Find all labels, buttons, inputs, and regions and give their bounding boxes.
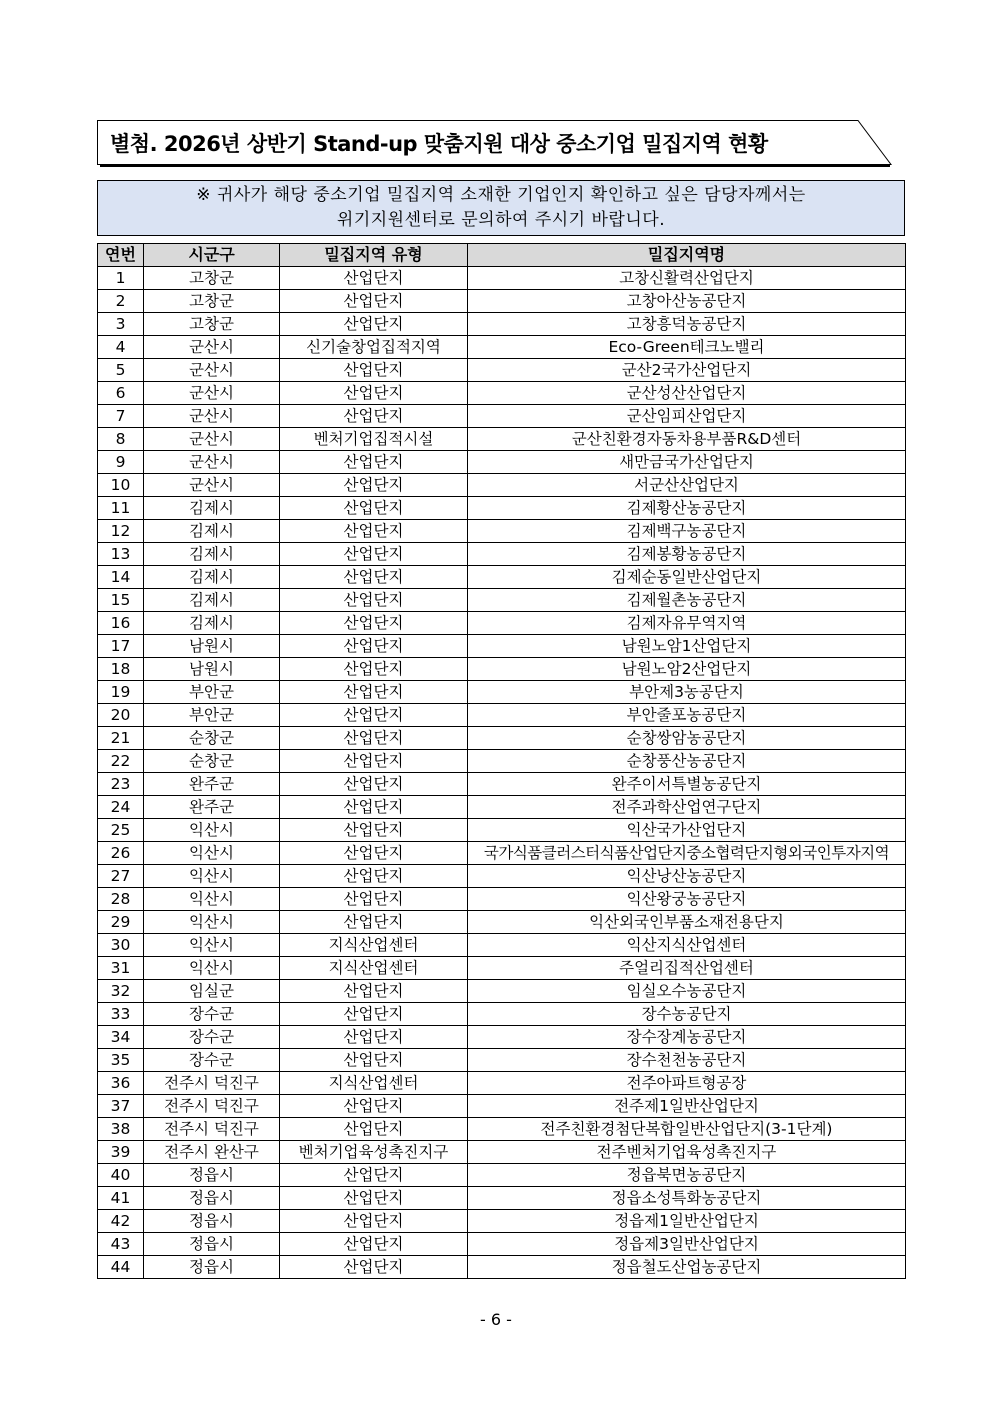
cell-serial: 18	[98, 658, 144, 681]
cell-district: 익산시	[144, 819, 280, 842]
cell-district: 익산시	[144, 865, 280, 888]
table-row	[98, 267, 906, 290]
cell-district: 군산시	[144, 359, 280, 382]
cell-serial: 24	[98, 796, 144, 819]
table-row	[98, 520, 906, 543]
cell-area-type: 산업단지	[280, 1003, 468, 1026]
table-row	[98, 934, 906, 957]
cell-serial: 40	[98, 1164, 144, 1187]
cell-area-type: 산업단지	[280, 1026, 468, 1049]
cell-area-name: Eco-Green테크노밸리	[468, 336, 906, 359]
cell-area-name: 김제황산농공단지	[468, 497, 906, 520]
cell-area-name: 전주벤처기업육성촉진지구	[468, 1141, 906, 1164]
table-row	[98, 911, 906, 934]
cell-area-name: 군산임피산업단지	[468, 405, 906, 428]
table-row	[98, 1233, 906, 1256]
cell-serial: 12	[98, 520, 144, 543]
cell-area-name: 군산2국가산업단지	[468, 359, 906, 382]
cell-district: 고창군	[144, 267, 280, 290]
cell-area-name: 장수천천농공단지	[468, 1049, 906, 1072]
cell-serial: 1	[98, 267, 144, 290]
cell-district: 정읍시	[144, 1210, 280, 1233]
page-number: - 6 -	[480, 1310, 512, 1329]
table-row	[98, 313, 906, 336]
cell-district: 전주시 완산구	[144, 1141, 280, 1164]
cell-area-name: 순창쌍암농공단지	[468, 727, 906, 750]
cell-district: 군산시	[144, 405, 280, 428]
table-row	[98, 888, 906, 911]
cell-area-type: 산업단지	[280, 865, 468, 888]
cell-district: 군산시	[144, 451, 280, 474]
cell-serial: 15	[98, 589, 144, 612]
cell-serial: 14	[98, 566, 144, 589]
cell-area-name: 김제봉황농공단지	[468, 543, 906, 566]
notice-line-2: 위기지원센터로 문의하여 주시기 바랍니다.	[336, 210, 666, 230]
cell-area-type: 산업단지	[280, 474, 468, 497]
cell-serial: 39	[98, 1141, 144, 1164]
cell-serial: 9	[98, 451, 144, 474]
cell-area-name: 전주아파트형공장	[468, 1072, 906, 1095]
cell-serial: 28	[98, 888, 144, 911]
cell-area-type: 벤처기업육성촉진지구	[280, 1141, 468, 1164]
cell-serial: 21	[98, 727, 144, 750]
cell-area-type: 산업단지	[280, 382, 468, 405]
table-row	[98, 359, 906, 382]
cell-serial: 2	[98, 290, 144, 313]
cell-area-name: 전주과학산업연구단지	[468, 796, 906, 819]
cell-area-type: 산업단지	[280, 727, 468, 750]
table-row	[98, 336, 906, 359]
cell-district: 고창군	[144, 290, 280, 313]
cell-area-type: 산업단지	[280, 842, 468, 865]
cell-area-name: 주얼리집적산업센터	[468, 957, 906, 980]
table-row	[98, 405, 906, 428]
cell-serial: 27	[98, 865, 144, 888]
cell-area-type: 산업단지	[280, 1256, 468, 1279]
cell-district: 정읍시	[144, 1256, 280, 1279]
table-row	[98, 1095, 906, 1118]
cell-area-type: 지식산업센터	[280, 934, 468, 957]
table-row	[98, 1118, 906, 1141]
cell-area-type: 벤처기업집적시설	[280, 428, 468, 451]
cell-area-name: 정읍철도산업농공단지	[468, 1256, 906, 1279]
cell-area-type: 산업단지	[280, 635, 468, 658]
table-row	[98, 750, 906, 773]
cell-area-name: 서군산산업단지	[468, 474, 906, 497]
table-row	[98, 842, 906, 865]
cell-area-name: 정읍제3일반산업단지	[468, 1233, 906, 1256]
cell-district: 익산시	[144, 911, 280, 934]
table-row	[98, 681, 906, 704]
notice-line-1: ※ 귀사가 해당 중소기업 밀집지역 소재한 기업인지 확인하고 싶은 담당자께서는	[196, 185, 806, 205]
cell-area-type: 산업단지	[280, 1118, 468, 1141]
cell-area-type: 산업단지	[280, 566, 468, 589]
cell-serial: 22	[98, 750, 144, 773]
cell-district: 익산시	[144, 842, 280, 865]
cell-district: 김제시	[144, 589, 280, 612]
cell-district: 순창군	[144, 727, 280, 750]
cell-area-name: 군산성산산업단지	[468, 382, 906, 405]
cell-district: 김제시	[144, 520, 280, 543]
table-row	[98, 382, 906, 405]
cell-district: 정읍시	[144, 1233, 280, 1256]
cell-area-type: 산업단지	[280, 520, 468, 543]
cell-area-name: 순창풍산농공단지	[468, 750, 906, 773]
cell-serial: 13	[98, 543, 144, 566]
cell-area-type: 산업단지	[280, 704, 468, 727]
cell-serial: 25	[98, 819, 144, 842]
notice-box	[97, 180, 905, 236]
cell-district: 장수군	[144, 1003, 280, 1026]
cell-district: 김제시	[144, 543, 280, 566]
cell-area-name: 김제순동일반산업단지	[468, 566, 906, 589]
cell-area-name: 익산외국인부품소재전용단지	[468, 911, 906, 934]
cell-district: 김제시	[144, 612, 280, 635]
cell-area-name: 새만금국가산업단지	[468, 451, 906, 474]
cell-area-type: 산업단지	[280, 1187, 468, 1210]
cell-area-name: 군산친환경자동차용부품R&D센터	[468, 428, 906, 451]
cell-area-type: 산업단지	[280, 911, 468, 934]
table-row	[98, 957, 906, 980]
cell-area-type: 산업단지	[280, 290, 468, 313]
cell-serial: 41	[98, 1187, 144, 1210]
table-row	[98, 1210, 906, 1233]
cell-district: 남원시	[144, 635, 280, 658]
cell-district: 전주시 덕진구	[144, 1095, 280, 1118]
cell-area-type: 산업단지	[280, 980, 468, 1003]
cell-serial: 30	[98, 934, 144, 957]
cell-area-type: 산업단지	[280, 1164, 468, 1187]
cell-district: 순창군	[144, 750, 280, 773]
cell-area-name: 남원노암2산업단지	[468, 658, 906, 681]
table-row	[98, 451, 906, 474]
cell-serial: 16	[98, 612, 144, 635]
title-underline	[100, 165, 890, 167]
cell-area-name: 전주제1일반산업단지	[468, 1095, 906, 1118]
cell-serial: 8	[98, 428, 144, 451]
cell-district: 정읍시	[144, 1187, 280, 1210]
page-title	[97, 120, 857, 165]
cell-district: 김제시	[144, 566, 280, 589]
cell-area-type: 산업단지	[280, 589, 468, 612]
table-row	[98, 543, 906, 566]
cell-district: 군산시	[144, 474, 280, 497]
cell-area-type: 산업단지	[280, 1233, 468, 1256]
cell-district: 고창군	[144, 313, 280, 336]
cell-area-type: 산업단지	[280, 681, 468, 704]
cell-serial: 42	[98, 1210, 144, 1233]
cell-area-name: 부안줄포농공단지	[468, 704, 906, 727]
cell-district: 익산시	[144, 934, 280, 957]
cell-serial: 23	[98, 773, 144, 796]
header-district: 시군구	[144, 244, 280, 267]
cell-area-name: 전주친환경첨단복합일반산업단지(3-1단계)	[468, 1118, 906, 1141]
table-row	[98, 796, 906, 819]
cell-serial: 36	[98, 1072, 144, 1095]
table-row	[98, 1026, 906, 1049]
cell-area-name: 완주이서특별농공단지	[468, 773, 906, 796]
table-row	[98, 428, 906, 451]
cell-serial: 10	[98, 474, 144, 497]
cell-area-name: 장수농공단지	[468, 1003, 906, 1026]
cell-serial: 6	[98, 382, 144, 405]
cell-area-name: 고창흥덕농공단지	[468, 313, 906, 336]
cell-serial: 32	[98, 980, 144, 1003]
cell-serial: 31	[98, 957, 144, 980]
cell-area-name: 김제자유무역지역	[468, 612, 906, 635]
cell-area-type: 산업단지	[280, 658, 468, 681]
cell-district: 장수군	[144, 1026, 280, 1049]
cell-district: 익산시	[144, 888, 280, 911]
table-row	[98, 497, 906, 520]
table-row	[98, 474, 906, 497]
cell-area-name: 익산왕궁농공단지	[468, 888, 906, 911]
table-row	[98, 1072, 906, 1095]
cell-area-type: 지식산업센터	[280, 1072, 468, 1095]
cell-area-type: 신기술창업집적지역	[280, 336, 468, 359]
table-row	[98, 658, 906, 681]
cell-serial: 3	[98, 313, 144, 336]
cell-district: 군산시	[144, 382, 280, 405]
cell-area-type: 산업단지	[280, 773, 468, 796]
cell-district: 남원시	[144, 658, 280, 681]
table-row	[98, 704, 906, 727]
table-row	[98, 819, 906, 842]
cell-district: 전주시 덕진구	[144, 1118, 280, 1141]
cell-area-name: 익산지식산업센터	[468, 934, 906, 957]
cell-serial: 7	[98, 405, 144, 428]
cell-serial: 20	[98, 704, 144, 727]
cell-area-name: 정읍북면농공단지	[468, 1164, 906, 1187]
table-row	[98, 980, 906, 1003]
cell-serial: 35	[98, 1049, 144, 1072]
region-table	[97, 243, 906, 1279]
cell-serial: 4	[98, 336, 144, 359]
cell-area-type: 산업단지	[280, 1095, 468, 1118]
cell-area-name: 익산낭산농공단지	[468, 865, 906, 888]
cell-area-name: 국가식품클러스터식품산업단지중소협력단지형외국인투자지역	[468, 842, 906, 865]
cell-serial: 44	[98, 1256, 144, 1279]
cell-serial: 37	[98, 1095, 144, 1118]
table-row	[98, 635, 906, 658]
cell-district: 익산시	[144, 957, 280, 980]
cell-area-type: 산업단지	[280, 359, 468, 382]
cell-area-type: 산업단지	[280, 612, 468, 635]
cell-area-name: 장수장계농공단지	[468, 1026, 906, 1049]
cell-serial: 33	[98, 1003, 144, 1026]
cell-area-type: 산업단지	[280, 1210, 468, 1233]
cell-serial: 26	[98, 842, 144, 865]
cell-district: 완주군	[144, 773, 280, 796]
cell-serial: 19	[98, 681, 144, 704]
table-row	[98, 727, 906, 750]
cell-serial: 34	[98, 1026, 144, 1049]
table-row	[98, 865, 906, 888]
cell-area-name: 고창아산농공단지	[468, 290, 906, 313]
table-row	[98, 589, 906, 612]
cell-area-type: 산업단지	[280, 451, 468, 474]
cell-serial: 38	[98, 1118, 144, 1141]
table-row	[98, 612, 906, 635]
header-serial: 연번	[98, 244, 144, 267]
table-header-row	[98, 244, 906, 267]
cell-district: 정읍시	[144, 1164, 280, 1187]
table-row	[98, 1049, 906, 1072]
cell-area-name: 고창신활력산업단지	[468, 267, 906, 290]
cell-area-type: 산업단지	[280, 497, 468, 520]
cell-area-type: 산업단지	[280, 819, 468, 842]
cell-area-type: 산업단지	[280, 543, 468, 566]
table-row	[98, 1256, 906, 1279]
cell-serial: 43	[98, 1233, 144, 1256]
cell-area-name: 부안제3농공단지	[468, 681, 906, 704]
cell-district: 군산시	[144, 428, 280, 451]
cell-area-type: 산업단지	[280, 1049, 468, 1072]
cell-district: 전주시 덕진구	[144, 1072, 280, 1095]
table-row	[98, 566, 906, 589]
table-body	[98, 267, 906, 1279]
cell-serial: 17	[98, 635, 144, 658]
header-area-name: 밀집지역명	[468, 244, 906, 267]
cell-district: 군산시	[144, 336, 280, 359]
cell-area-name: 남원노암1산업단지	[468, 635, 906, 658]
table-row	[98, 1164, 906, 1187]
table-row	[98, 773, 906, 796]
cell-area-type: 지식산업센터	[280, 957, 468, 980]
header-area-type: 밀집지역 유형	[280, 244, 468, 267]
table-row	[98, 1003, 906, 1026]
table-row	[98, 290, 906, 313]
cell-serial: 29	[98, 911, 144, 934]
cell-area-type: 산업단지	[280, 750, 468, 773]
cell-district: 부안군	[144, 704, 280, 727]
cell-area-type: 산업단지	[280, 796, 468, 819]
cell-district: 임실군	[144, 980, 280, 1003]
cell-area-type: 산업단지	[280, 405, 468, 428]
table-row	[98, 1187, 906, 1210]
cell-area-name: 임실오수농공단지	[468, 980, 906, 1003]
title-text: 별첨. 2026년 상반기 Stand-up 맞춤지원 대상 중소기업 밀집지역 현황	[110, 131, 768, 156]
cell-serial: 11	[98, 497, 144, 520]
cell-area-name: 익산국가산업단지	[468, 819, 906, 842]
cell-district: 장수군	[144, 1049, 280, 1072]
cell-district: 완주군	[144, 796, 280, 819]
cell-district: 김제시	[144, 497, 280, 520]
cell-district: 부안군	[144, 681, 280, 704]
cell-area-type: 산업단지	[280, 267, 468, 290]
cell-area-type: 산업단지	[280, 888, 468, 911]
cell-area-name: 정읍제1일반산업단지	[468, 1210, 906, 1233]
cell-area-type: 산업단지	[280, 313, 468, 336]
cell-area-name: 김제백구농공단지	[468, 520, 906, 543]
table-row	[98, 1141, 906, 1164]
cell-area-name: 김제월촌농공단지	[468, 589, 906, 612]
cell-serial: 5	[98, 359, 144, 382]
title-corner-decoration	[856, 120, 892, 165]
cell-area-name: 정읍소성특화농공단지	[468, 1187, 906, 1210]
